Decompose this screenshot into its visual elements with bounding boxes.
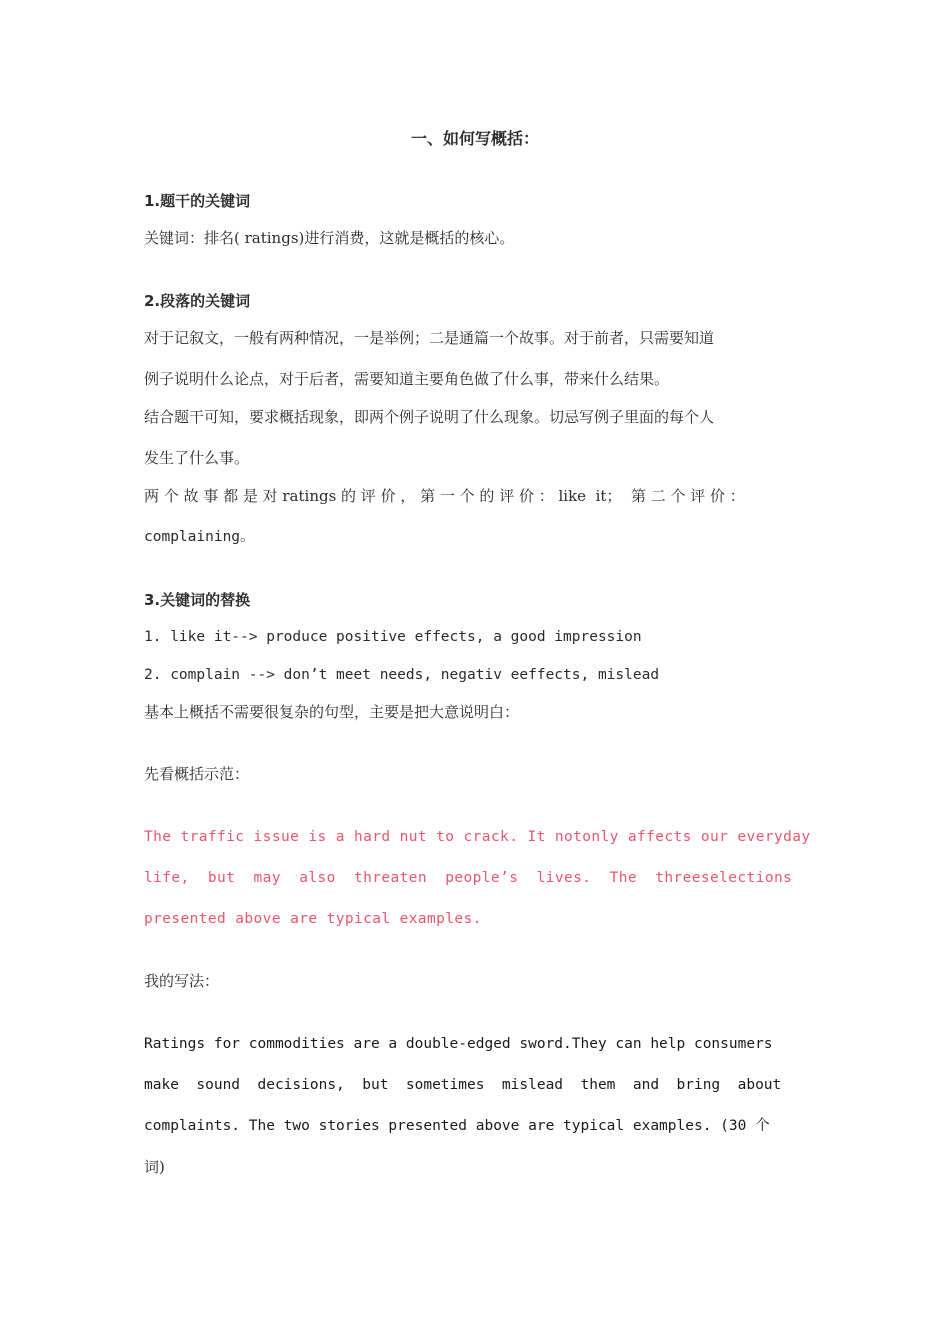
section-2-line-1: 对于记叙文，一般有两种情况，一是举例；二是通篇一个故事。对于前者，只需要知道 (144, 329, 715, 347)
section-2-line-3: 结合题干可知，要求概括现象，即两个例子说明了什么现象。切忌写例子里面的每个人 (144, 408, 715, 426)
section-1-line-1: 关键词：排名( ratings)进行消费，这就是概括的核心。 (144, 229, 515, 247)
sample-line-1: The traffic issue is a hard nut to crack. It notonly affects our everyday (144, 829, 811, 845)
mine-line-3: complaints. The two stories presented above are typical examples. (30 个 (144, 1118, 770, 1134)
section-3-heading: 3.关键词的替换 (144, 591, 251, 609)
mine-label: 我的写法： (144, 972, 220, 990)
section-2-line-5: 两 个 故 事 都 是 对 ratings 的 评 价 ， 第 一 个 的 评 价 ： like it； 第 二 个 评 价 ： (144, 487, 745, 505)
section-2-line-4: 发生了什么事。 (144, 449, 250, 467)
mine-line-2: make sound decisions, but sometimes mislead them and bring about (144, 1077, 782, 1093)
section-3-line-3: 基本上概括不需要很复杂的句型，主要是把大意说明白： (144, 703, 520, 721)
section-2-heading: 2.段落的关键词 (144, 292, 251, 310)
sample-line-2: life, but may also threaten people’s lives. The threeselections (144, 870, 793, 886)
section-2-line-2: 例子说明什么论点，对于后者，需要知道主要角色做了什么事，带来什么结果。 (144, 370, 670, 388)
section-1-heading: 1.题干的关键词 (144, 192, 251, 210)
section-3-line-2: 2. complain --> don’t meet needs, negativ eeffects, mislead (144, 667, 660, 683)
section-3-line-1: 1. like it--> produce positive effects, a good impression (144, 629, 642, 645)
sample-label: 先看概括示范： (144, 765, 250, 783)
section-2-line-6: complaining。 (144, 529, 255, 545)
mine-line-1: Ratings for commodities are a double-edged sword.They can help consumers (144, 1036, 773, 1052)
mine-line-4: 词) (144, 1158, 165, 1176)
sample-line-3: presented above are typical examples. (144, 911, 482, 927)
page-title: 一、如何写概括： (410, 129, 539, 148)
